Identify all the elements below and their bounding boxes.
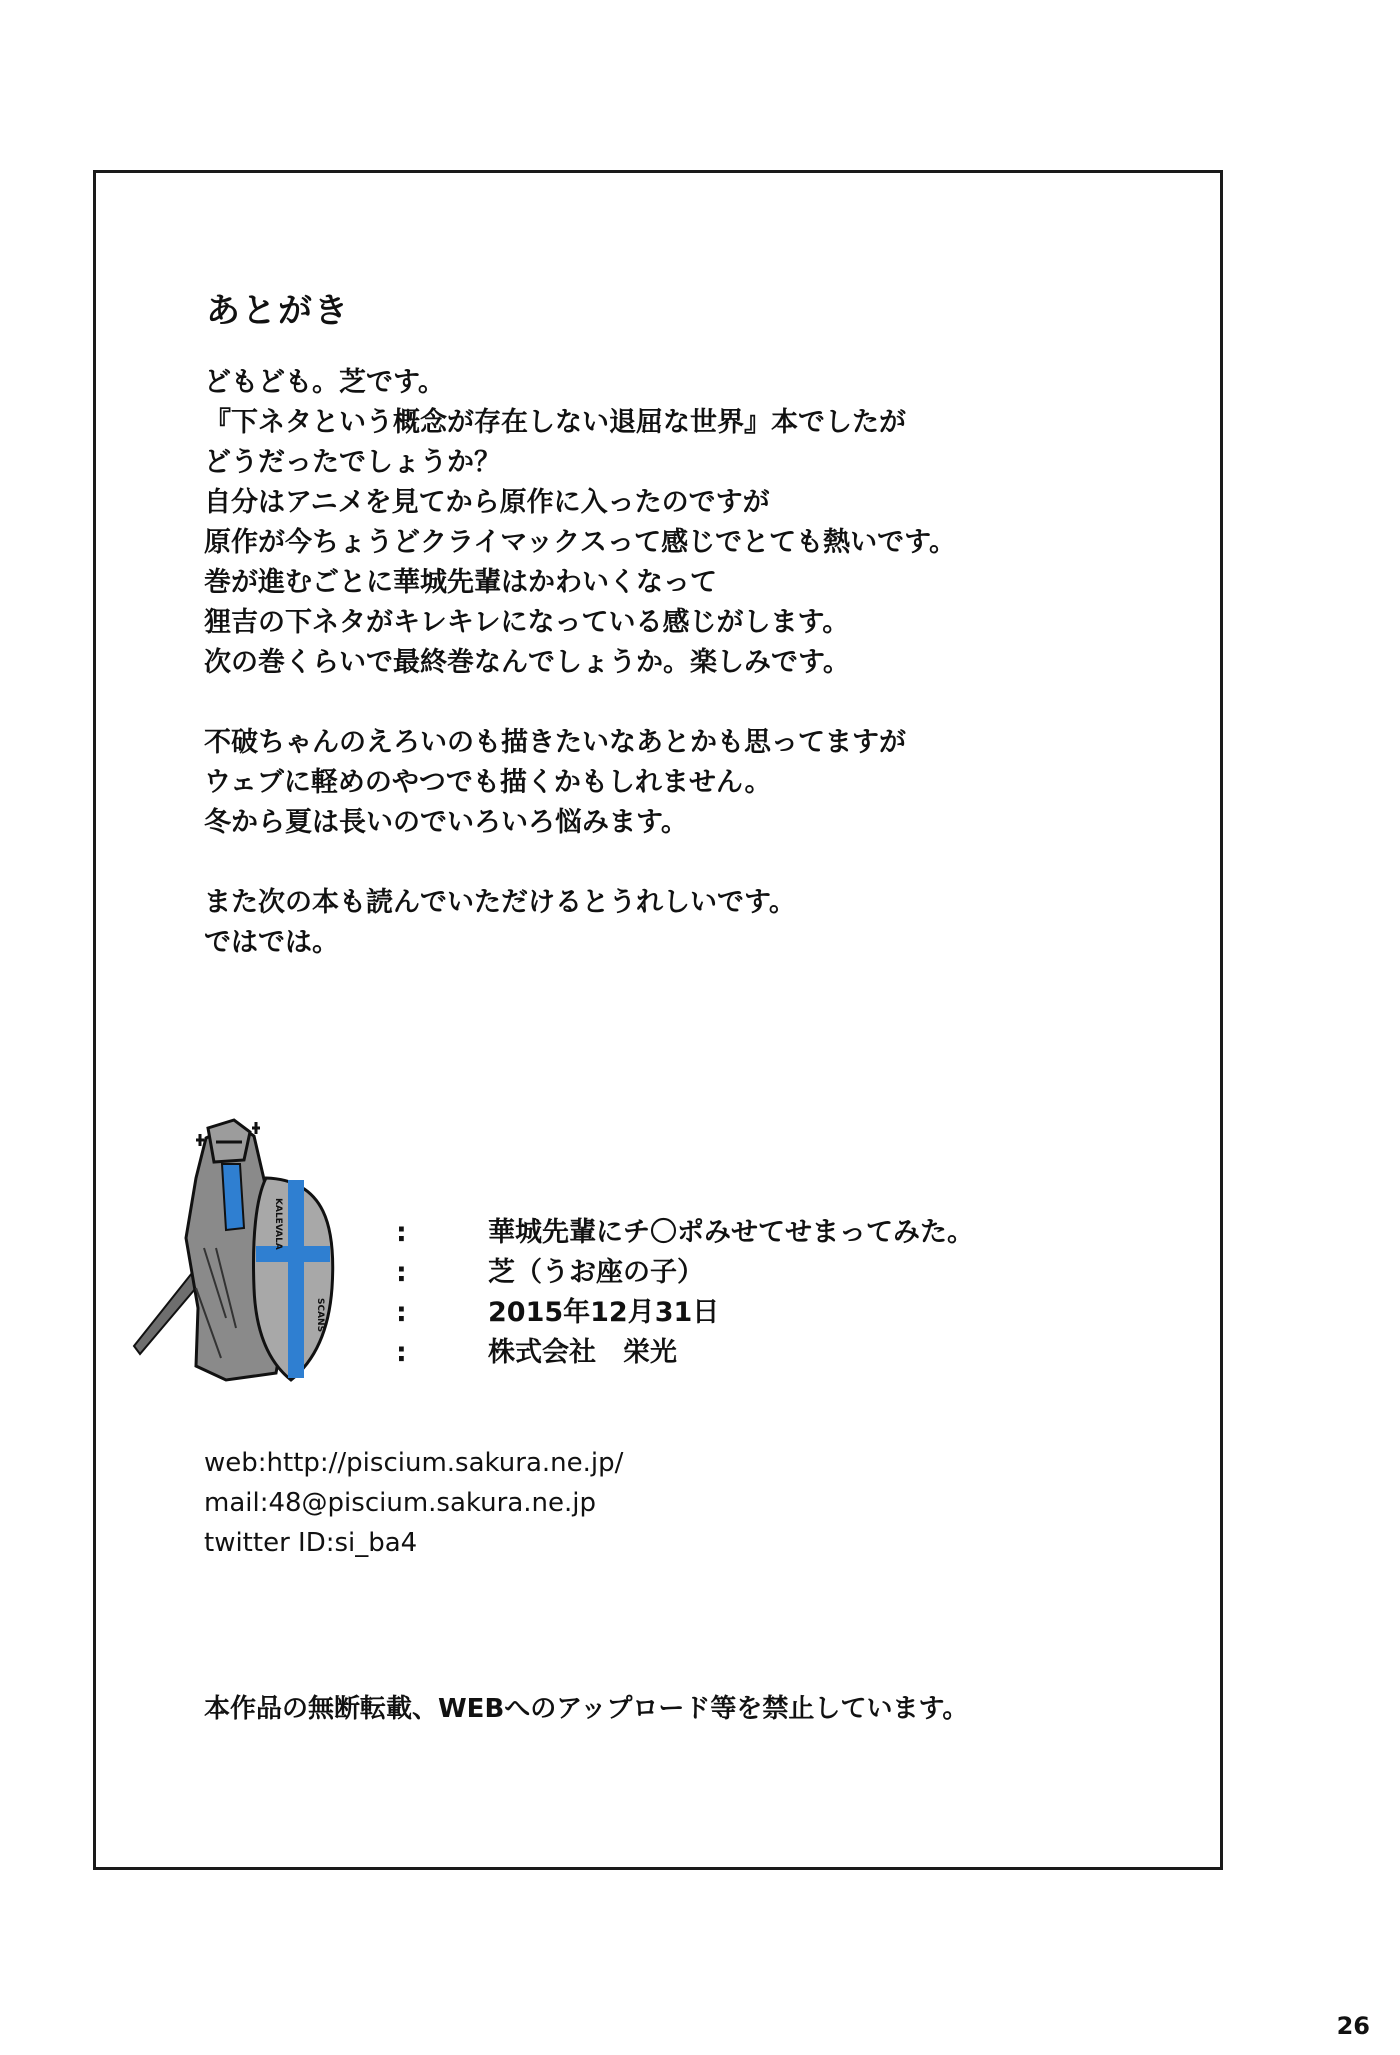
afterword-line: 狸吉の下ネタがキレキレになっている感じがします。: [204, 607, 850, 638]
colophon-author: 芝（うお座の子）: [488, 1257, 704, 1288]
colophon-separator: :: [396, 1257, 407, 1288]
paragraph-gap: [204, 683, 956, 723]
afterword-line: 冬から夏は長いのでいろいろ悩みます。: [204, 807, 688, 838]
colophon-date: 2015年12月31日: [488, 1297, 720, 1328]
afterword-body: [204, 363, 956, 963]
shield-text-bottom: SCANS: [315, 1298, 325, 1333]
afterword-line: 次の巻くらいで最終巻なんでしょうか。楽しみです。: [204, 647, 850, 678]
contact-mail: mail:48@piscium.sakura.ne.jp: [204, 1488, 596, 1518]
contact-info: [204, 1443, 623, 1563]
colophon-separator: :: [396, 1337, 407, 1368]
contact-twitter: twitter ID:si_ba4: [204, 1528, 418, 1558]
afterword-line: 巻が進むごとに華城先輩はかわいくなって: [204, 567, 717, 598]
knight-shield-logo: [126, 1118, 346, 1388]
afterword-line: ではでは。: [204, 927, 339, 958]
contact-web: web:http://piscium.sakura.ne.jp/: [204, 1448, 624, 1478]
afterword-title: あとがき: [206, 291, 350, 331]
afterword-line: どもども。芝です。: [204, 367, 445, 398]
afterword-line: また次の本も読んでいただけるとうれしいです。: [204, 887, 796, 918]
shield-text-left: KALEVALA: [273, 1198, 283, 1250]
afterword-line: 原作が今ちょうどクライマックスって感じでとても熱いです。: [204, 527, 956, 558]
copyright-notice: 本作品の無断転載、WEBへのアップロード等を禁止しています。: [204, 1694, 969, 1724]
colophon-separator: :: [396, 1297, 407, 1328]
afterword-line: 自分はアニメを見てから原作に入ったのですが: [204, 487, 770, 518]
colophon-printer: 株式会社 栄光: [488, 1337, 677, 1368]
colophon-separator: :: [396, 1217, 407, 1248]
page-number: 26: [1336, 2012, 1370, 2040]
afterword-line: ウェブに軽めのやつでも描くかもしれません。: [204, 767, 772, 798]
paragraph-gap: [204, 843, 956, 883]
afterword-line: どうだったでしょうか？: [204, 447, 501, 478]
page-frame: [93, 170, 1223, 1870]
colophon-title: 華城先輩にチ〇ポみせてせまってみた。: [488, 1217, 974, 1248]
afterword-line: 『下ネタという概念が存在しない退屈な世界』本でしたが: [204, 407, 906, 438]
afterword-line: 不破ちゃんのえろいのも描きたいなあとかも思ってますが: [204, 727, 906, 758]
